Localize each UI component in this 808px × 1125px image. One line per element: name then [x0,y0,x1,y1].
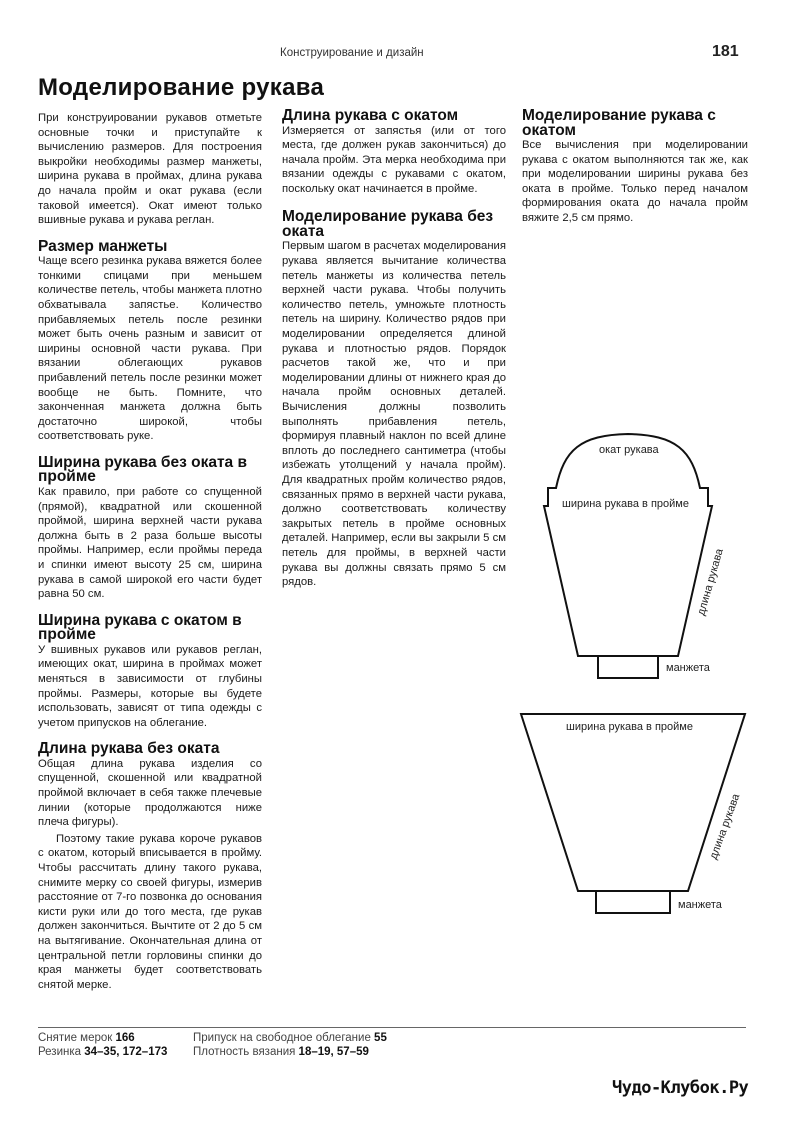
right-column [522,109,748,228]
no-cap-width-label: ширина рукава в пройме [566,721,693,733]
middle-column [282,109,506,592]
footer-ref: Резинка 34–35, 172–173 [38,1046,168,1058]
watermark: Чудо-Клубок.Ру [612,1078,749,1098]
footer-ref: Снятие мерок 166 [38,1032,135,1044]
page-number: 181 [712,43,739,60]
no-cap-sleeve-outline [521,714,745,891]
footer-ref: Припуск на свободное облегание 55 [193,1032,387,1044]
footer-refs-right [193,1031,387,1059]
cap-sleeve-svg [520,420,760,690]
cap-sleeve-diagram [520,420,760,690]
footer-ref: Плотность вязания 18–19, 57–59 [193,1046,369,1058]
section-paragraph: Все вычисления при моделировании рукава с окатом выполняются так же, как при моделировании ширины рукава без оката в пройме. Только перед началом формирования оката до начала пройм вяжите 2,5 см прямо. [522,139,748,224]
footer-refs-left [38,1031,167,1059]
section-heading-width-with-cap: Ширина рукава с окатом в пройме [38,611,242,644]
section-heading-modeling-no-cap: Моделирование рукава без оката [282,208,494,240]
intro-paragraph: При конструировании рукавов отметьте основные точки и приступайте к вычислению размеров. Для построения выкройки необходимы размер манжеты, ширина рукава в проймах, длина рукава до начала пройм и окат рукава (если таковой имеется). Окат имеют только вшивные рукава и рукава реглан. [38,112,262,227]
cap-length-label: длина рукава [695,547,726,617]
section-paragraph: Измеряется от запястья (или от того места, где должен рукав закончиться) до начала пройм. Эта мерка необходима при вязании одежды с рукавами с окатом, поскольку окат начинается в пройме. [282,124,506,195]
no-cap-cuff-label: манжета [678,899,722,911]
section-heading-modeling-with-cap: Моделирование рукава с окатом [522,107,716,139]
page-title: Моделирование рукава [38,74,325,101]
cap-width-label: ширина рукава в пройме [562,498,689,510]
section-paragraph: Как правило, при работе со спущенной (прямой), квадратной или скошенной проймой, ширина верхней части рукава должна быть в 2 раза больше высоты проймы. Например, если проймы переда и спинки имеют высоту 25 см, ширина рукава в самой широкой его части будет равна 50 см. [38,485,262,601]
section-paragraph: Поэтому такие рукава короче рукавов с окатом, который вписывается в пройму. Чтобы рассчитать длину такого рукава, снимите мерку со своей фигуры, измерив расстояние от 7-го позвонка до основания кисти руки или до того места, где рукав должен закончиться. Вычтите от 2 до 5 см на вытягивание. Окончательная длина от центральной петли горловины спинки до края манжеты будет соответствовать снятой мерке. [38,832,262,991]
section-heading-length-with-cap: Длина рукава с окатом [282,107,459,124]
section-heading-width-no-cap: Ширина рукава без оката в пройме [38,453,248,486]
no-cap-sleeve-cuff [596,891,670,913]
left-column [38,111,262,994]
section-heading-cuff-size: Размер манжеты [38,237,168,255]
running-head: Конструирование и дизайн [280,47,424,59]
section-paragraph: У вшивных рукавов или рукавов реглан, имеющих окат, ширина в проймах может меняться в зависимости от глубины проймы. Размеры, которые вы будете использовать, зависят от типа одежды с учетом припусков на облегание. [38,643,262,729]
cap-label: окат рукава [599,444,659,456]
no-cap-length-label: длина рукава [707,792,743,862]
cap-sleeve-outline [544,434,712,656]
no-cap-sleeve-diagram [518,705,758,920]
section-paragraph: Первым шагом в расчетах моделирования рукава является вычитание количества петель манжеты из количества петель верхней части рукава. Чтобы получить количество петель, умножьте плотность петель на ширину. Количество рядов при моделировании определяется длиной рукава и плотностью рядов. Порядок расчетов такой же, что и при моделировании длины от нижнего края до начала пройм основных деталей. Вычисления должны позволить выполнять прибавления петель, формируя плавный наклон по всей длине вплоть до последнего сантиметра (чтобы избежать утолщений у начала пройм). Для квадратных пройм количество рядов, связанных прямо в верхней части рукава, должно соответствовать количеству закрытых петель в пройме основных деталей. Например, если вы закрыли 5 см петель для проймы, в верхней части рукава вы должны связать прямо 5 см рядов. [282,240,506,589]
no-cap-sleeve-svg [518,705,758,920]
section-paragraph: Чаще всего резинка рукава вяжется более тонкими спицами при меньшем количестве петель, чтобы манжета плотно обхватывала запястье. Количество прибавляемых петель после резинки может быть очень разным и зависит от ширины основной части рукава. При вязании облегающих рукавов прибавлений петель после резинки может вообще не быть. Помните, что законченная манжета должна быть достаточно широкой, чтобы соответствовать руке. [38,255,262,443]
section-heading-length-no-cap: Длина рукава без оката [38,740,220,758]
footer-rule [38,1027,746,1028]
section-paragraph: Общая длина рукава изделия со спущенной, скошенной или квадратной проймой включает в себя также плечевые линии (которые продолжаются ниже плеча фигуры). [38,757,262,829]
cap-cuff-label: манжета [666,662,710,674]
cap-sleeve-cuff [598,656,658,678]
